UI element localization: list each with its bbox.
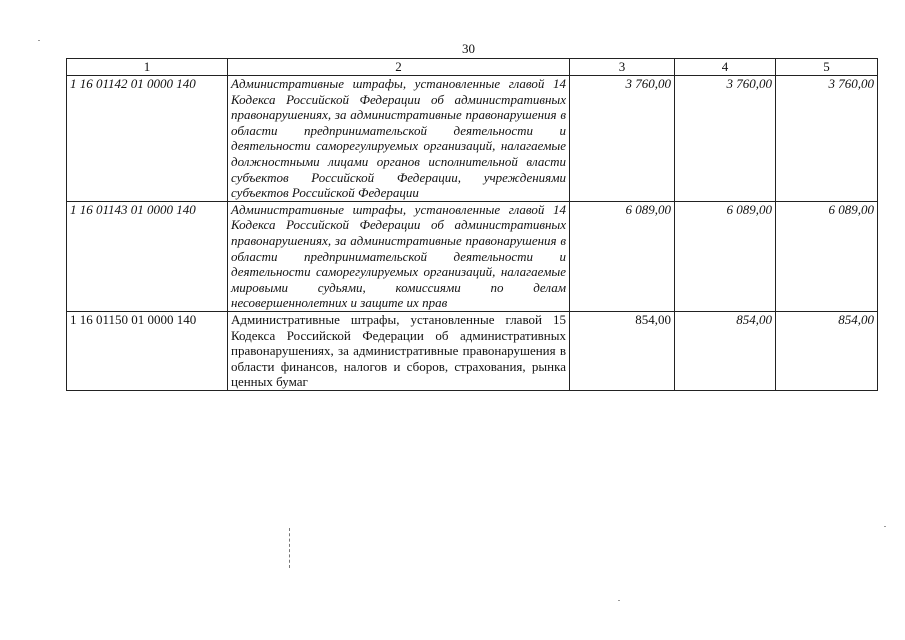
column-header-4: 4 (675, 59, 776, 76)
column-header-2: 2 (228, 59, 570, 76)
row-description: Административные штрафы, установленные главой 14 Кодекса Российской Федерации об административных правонарушениях, за административные правонарушения в области предпринимательской деятельности и деятельности саморегулируемых организаций, налагаемые мировыми судьями, комиссиями по делам несовершеннолетних и защите их прав (228, 201, 570, 311)
column-header-3: 3 (570, 59, 675, 76)
row-description: Административные штрафы, установленные главой 14 Кодекса Российской Федерации об административных правонарушениях, за административные правонарушения в области предпринимательской деятельности и деятельности саморегулируемых организаций, налагаемые должностными лицами органов исполнительной власти субъектов Российской Федерации, учреждениями субъектов Российской Федерации (228, 76, 570, 202)
classification-code: 1 16 01150 01 0000 140 (67, 311, 228, 390)
amount-col4: 6 089,00 (675, 201, 776, 311)
table-row (67, 311, 878, 390)
amount-col5: 3 760,00 (776, 76, 878, 202)
column-header-1: 1 (67, 59, 228, 76)
amount-col3: 6 089,00 (570, 201, 675, 311)
amount-col3: 3 760,00 (570, 76, 675, 202)
amount-col3: 854,00 (570, 311, 675, 390)
scan-speck (884, 526, 886, 527)
scan-speck (38, 40, 40, 41)
column-header-5: 5 (776, 59, 878, 76)
amount-col4: 854,00 (675, 311, 776, 390)
table-row (67, 201, 878, 311)
row-description: Административные штрафы, установленные главой 15 Кодекса Российской Федерации об административных правонарушениях, за административные правонарушения в области финансов, налогов и сборов, страхования, рынка ценных бумаг (228, 311, 570, 390)
amount-col5: 6 089,00 (776, 201, 878, 311)
table-row (67, 76, 878, 202)
header-row (67, 59, 878, 76)
scan-margin-mark (289, 528, 291, 568)
amount-col5: 854,00 (776, 311, 878, 390)
classification-code: 1 16 01142 01 0000 140 (67, 76, 228, 202)
amount-col4: 3 760,00 (675, 76, 776, 202)
budget-table (66, 58, 878, 391)
scan-speck (618, 600, 620, 601)
classification-code: 1 16 01143 01 0000 140 (67, 201, 228, 311)
page-number: 30 (462, 41, 475, 56)
